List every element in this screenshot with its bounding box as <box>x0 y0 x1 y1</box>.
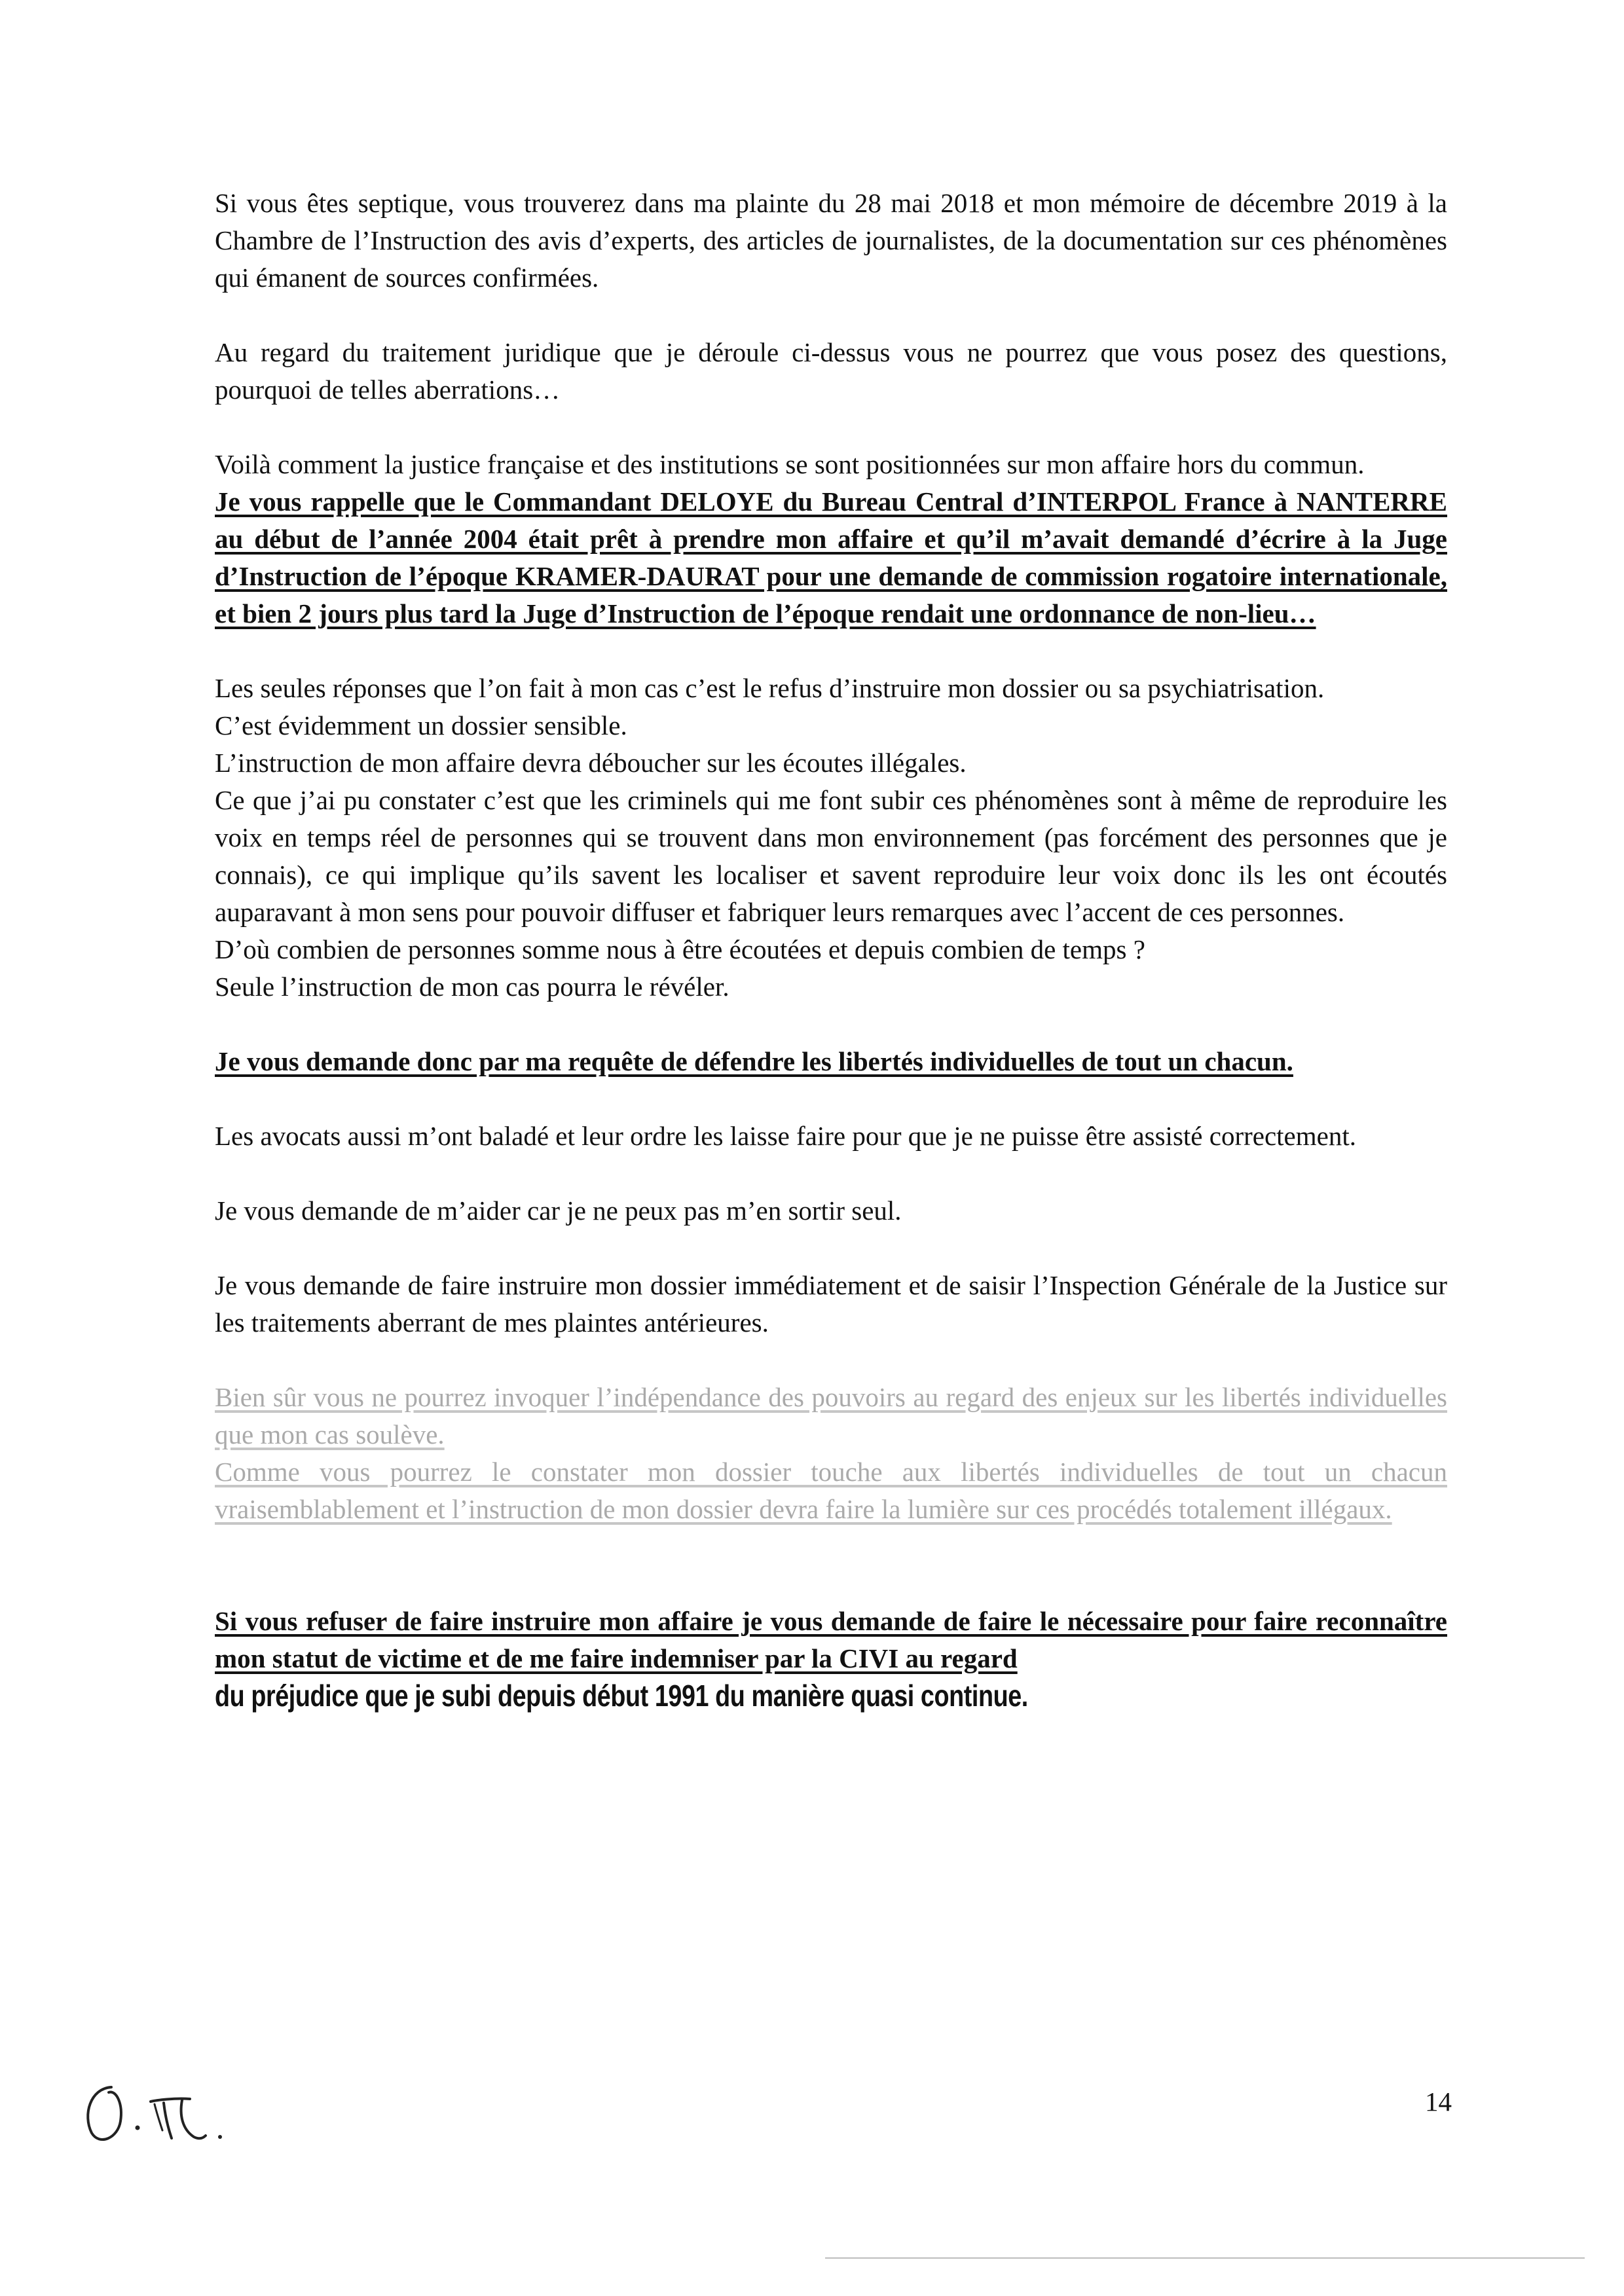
paragraph-inspection: Je vous demande de faire instruire mon dossier immédiatement et de saisir l’Inspection Générale de la Justice sur les traitements aberrant de mes plaintes antérieures. <box>215 1270 1447 1338</box>
paragraph-help: Je vous demande de m’aider car je ne peux pas m’en sortir seul. <box>215 1195 902 1226</box>
page-number: 14 <box>1425 2086 1452 2117</box>
paragraph-how-many: D’où combien de personnes somme nous à être écoutées et depuis combien de temps ? <box>215 934 1145 964</box>
paragraph-request-liberties: Je vous demande donc par ma requête de défendre les libertés individuelles de tout un chacun. <box>215 1046 1293 1076</box>
paragraph-faded-independence: Bien sûr vous ne pourrez invoquer l’indépendance des pouvoirs au regard des enjeux sur les libertés individuelles que mon cas soulève. <box>215 1382 1447 1449</box>
paragraph-voices: Ce que j’ai pu constater c’est que les criminels qui me font subir ces phénomènes sont à même de reproduire les voix en temps réel de personnes qui se trouvent dans mon environnement (pas forcément des personnes que je connais), ce qui implique qu’ils savent les localiser et savent reproduire leur voix donc ils les ont écoutés auparavant à mon sens pour pouvoir diffuser et fabriquer leurs remarques avec l’accent de ces personnes. <box>215 785 1447 927</box>
paragraph-legal-treatment: Au regard du traitement juridique que je déroule ci-dessus vous ne pourrez que vous posez des questions, pourquoi de telles aberrations… <box>215 337 1447 405</box>
paragraph-reveal: Seule l’instruction de mon cas pourra le révéler. <box>215 972 729 1002</box>
document-body <box>215 185 1447 1716</box>
paragraph-faded-liberties: Comme vous pourrez le constater mon dossier touche aux libertés individuelles de tout un chacun vraisemblablement et l’instruction de mon dossier devra faire la lumière sur ces procédés totalement illégaux. <box>215 1457 1447 1524</box>
paragraph-civi: Si vous refuser de faire instruire mon affaire je vous demande de faire le nécessaire pour faire reconnaître mon statut de victime et de me faire indemniser par la CIVI au regard <box>215 1606 1447 1673</box>
paragraph-interpol: Je vous rappelle que le Commandant DELOYE du Bureau Central d’INTERPOL France à NANTERRE au début de l’année 2004 était prêt à prendre mon affaire et qu’il m’avait demandé d’écrire à la Juge d’Instruction de l’époque KRAMER-DAURAT pour une demande de commission rogatoire internationale, et bien 2 jours plus tard la Juge d’Instruction de l’époque rendait une ordonnance de non-lieu… <box>215 486 1447 629</box>
paragraph-institutions: Voilà comment la justice française et des institutions se sont positionnées sur mon affaire hors du commun. <box>215 449 1365 479</box>
paragraph-sceptic: Si vous êtes septique, vous trouverez dans ma plainte du 28 mai 2018 et mon mémoire de décembre 2019 à la Chambre de l’Instruction des avis d’experts, des articles de journalistes, de la documentation sur ces phénomènes qui émanent de sources confirmées. <box>215 188 1447 293</box>
prejudice-text: du préjudice que je subi depuis début 1991 du manière quasi continue. <box>215 1679 1028 1713</box>
scan-edge-line <box>825 2257 1585 2259</box>
paragraph-sensitive: C’est évidemment un dossier sensible. <box>215 710 627 740</box>
paragraph-prejudice <box>215 1677 1447 1716</box>
paragraph-wiretaps: L’instruction de mon affaire devra déboucher sur les écoutes illégales. <box>215 748 967 778</box>
paragraph-lawyers: Les avocats aussi m’ont baladé et leur ordre les laisse faire pour que je ne puisse être assisté correctement. <box>215 1121 1356 1151</box>
handwritten-initials-signature <box>77 2075 261 2147</box>
paragraph-responses: Les seules réponses que l’on fait à mon cas c’est le refus d’instruire mon dossier ou sa psychiatrisation. <box>215 673 1325 703</box>
